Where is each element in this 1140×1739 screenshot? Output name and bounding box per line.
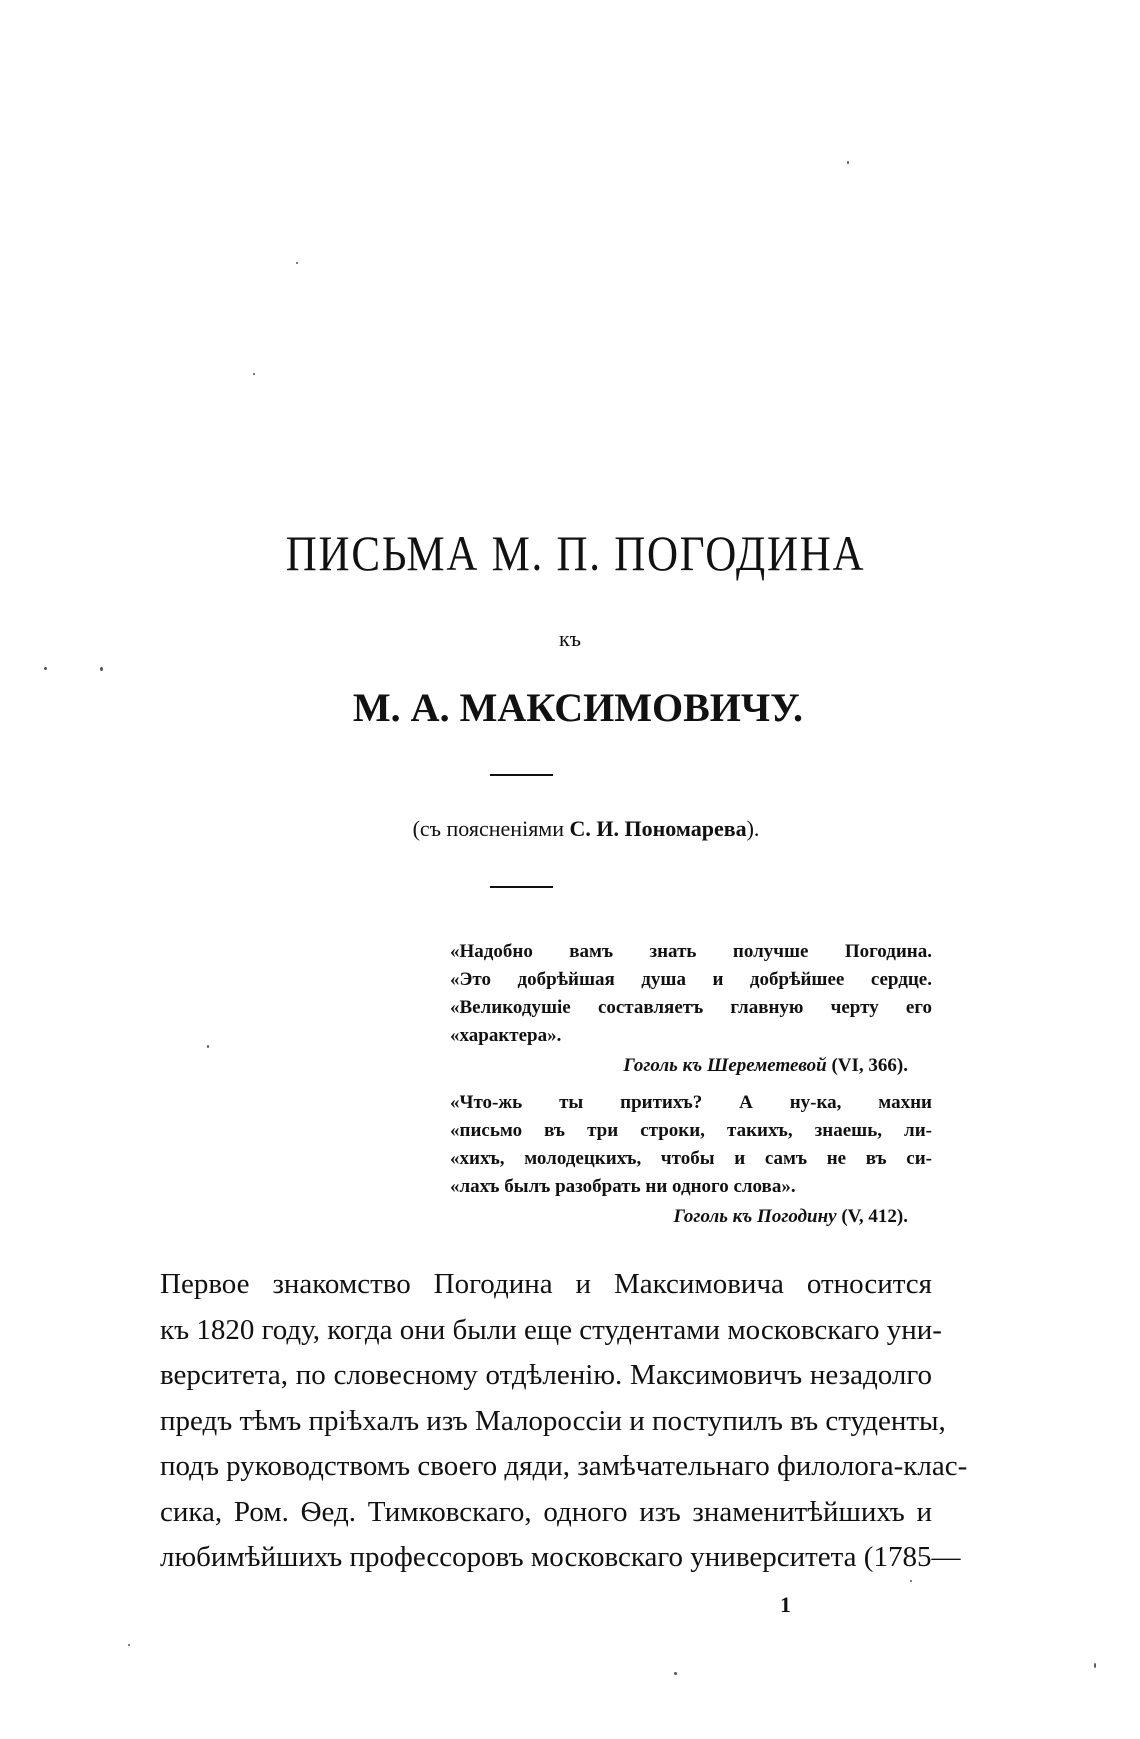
scan-speck [44, 667, 47, 670]
epigraph-gogol-pogodin [450, 1089, 932, 1233]
scan-speck [296, 262, 298, 264]
body-line: верситета, по словесному отдѣленiю. Максимовичъ незадолго [160, 1359, 932, 1391]
epigraph-attribution [450, 1201, 932, 1233]
epigraph-line: «хихъ, молодецкихъ, чтобы и самъ не въ си- [450, 1148, 932, 1169]
scan-speck [100, 667, 103, 671]
epigraph-author: Гоголь къ Шереметевой [623, 1055, 827, 1076]
epigraph-attribution [450, 1050, 932, 1082]
body-line: къ 1820 году, когда они были еще студентами московскаго уни- [160, 1313, 942, 1346]
scan-speck [910, 1580, 912, 1582]
scan-speck [253, 373, 255, 375]
body-line: любимѣйшихъ профессоровъ московскаго университета (1785— [160, 1541, 961, 1573]
body-line: подъ руководствомъ своего дяди, замѣчательнаго филолога-клас- [160, 1450, 968, 1482]
epigraph-reference: (VI, 366). [831, 1055, 908, 1076]
divider-bottom [490, 886, 553, 888]
annotation-suffix: ). [746, 816, 760, 841]
addressee-heading [0, 685, 1140, 730]
annotation-line [0, 818, 1140, 840]
preposition-line: къ [558, 626, 582, 651]
epigraph-line: «Что-жь ты притихъ? А ну-ка, махни [450, 1092, 932, 1113]
page-title [77, 525, 1057, 581]
scan-speck [128, 1644, 130, 1646]
scan-speck [1094, 1663, 1096, 1668]
epigraph-reference: (V, 412). [841, 1206, 908, 1227]
epigraph-line: «Надобно вамъ знать получше Погодина. [450, 941, 932, 962]
epigraph-author: Гоголь къ Погодину [673, 1206, 837, 1227]
body-line: сика, Ром. Ѳед. Тимковскаго, одного изъ знаменитѣйшихъ и [160, 1495, 932, 1528]
page-number: 1 [780, 1592, 791, 1617]
epigraph-line: «Великодушiе составляетъ главную черту его [450, 997, 932, 1018]
scan-speck [674, 1672, 677, 1675]
annotation-name: С. И. Пономарева [569, 816, 747, 841]
epigraph-line: «характера». [450, 1025, 562, 1046]
epigraph-gogol-sheremeteva [450, 938, 932, 1082]
divider-top [490, 774, 553, 776]
epigraph-line: «Это добрѣйшая душа и добрѣйшее сердце. [450, 969, 932, 990]
epigraph-line: «лахъ былъ разобрать ни одного слова». [450, 1176, 796, 1197]
body-line: предъ тѣмъ прiѣхалъ изъ Малороссiи и поступилъ въ студенты, [160, 1404, 946, 1437]
scan-speck [207, 1045, 209, 1048]
body-paragraph [160, 1262, 968, 1581]
addressee-text: М. А. МАКСИМОВИЧУ. [352, 685, 804, 730]
title-text: ПИСЬМА М. П. ПОГОДИНА [285, 525, 866, 581]
body-line: Первое знакомство Погодина и Максимовича относится [160, 1268, 932, 1300]
epigraph-line: «письмо въ три строки, такихъ, знаешь, ли- [450, 1120, 932, 1141]
annotation-prefix: (съ поясненiями [412, 816, 570, 841]
scan-speck [847, 161, 849, 164]
